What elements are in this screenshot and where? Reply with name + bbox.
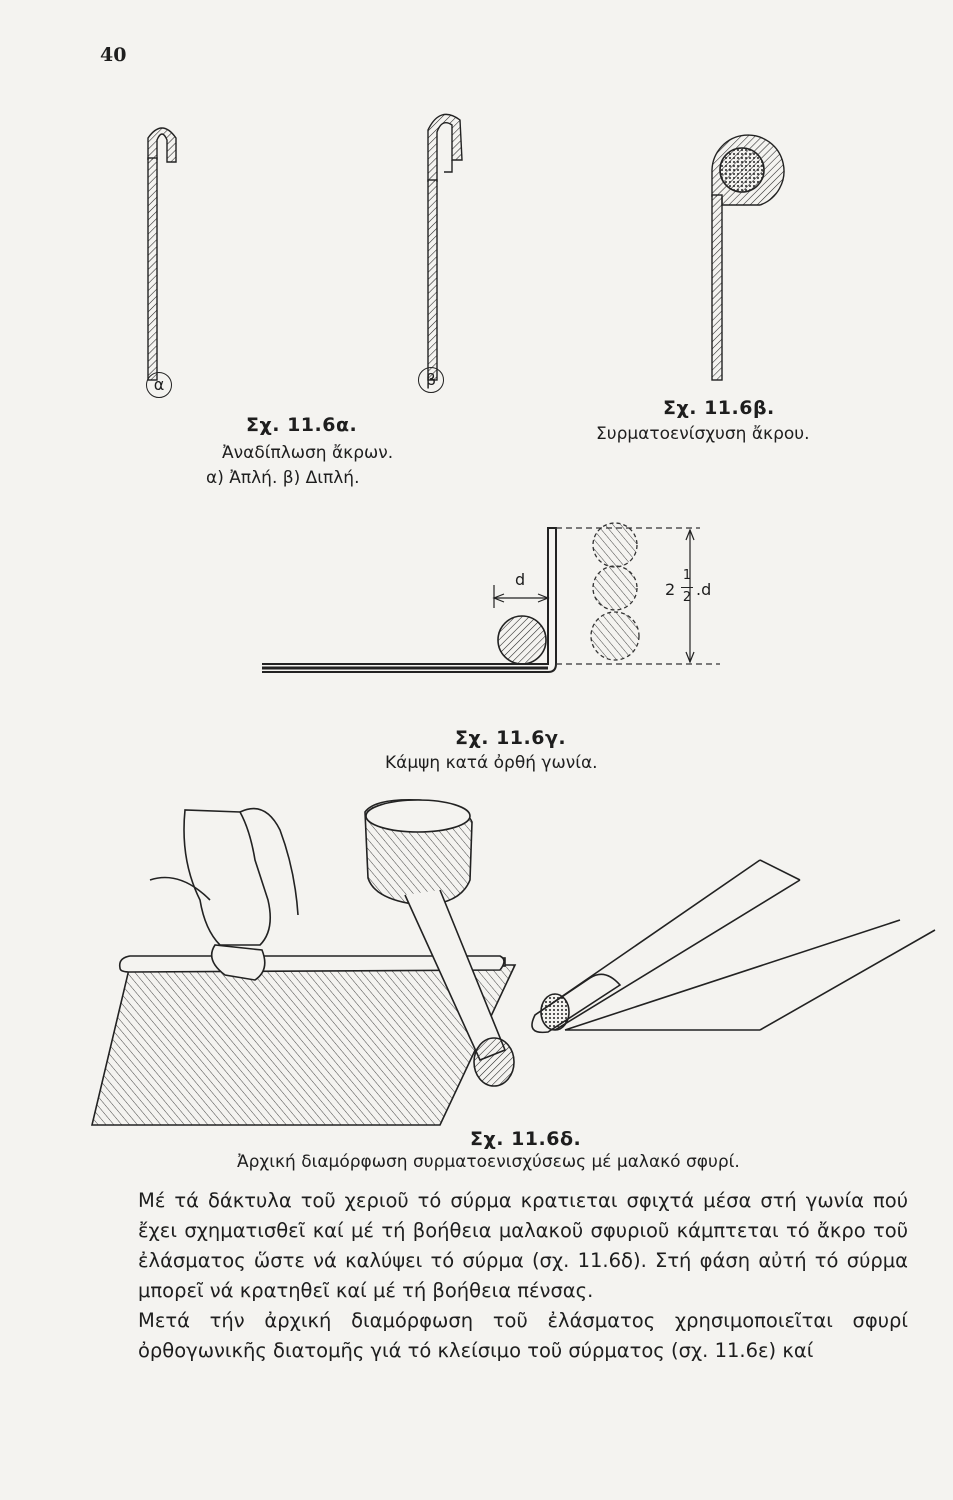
fig-a-label: α bbox=[146, 372, 172, 398]
body-paragraph-1: Μέ τά δάκτυλα τοῦ χεριοῦ τό σύρμα κρατιεται σφιχτά μέσα στή γωνία πού ἔχει σχηματισθεῖ καί μέ τή βοήθεια μαλακοῦ σφυριοῦ κάμπτεται τό ἄκρο τοῦ ἐλάσματος ὥστε νά καλύψει τό σύρμα (σχ. 11.6δ). Στή φάση αὐτή τό σύρμα μπορεῖ νά κρατηθεῖ καί μέ τή βοήθεια πένσας. bbox=[138, 1189, 908, 1302]
fig-a-subtitle: Ἀναδίπλωση ἄκρων. bbox=[222, 443, 394, 463]
fig-c-title: Σχ. 11.6γ. bbox=[455, 727, 567, 749]
fig-c-dim-d: d bbox=[515, 570, 526, 589]
fig-c-frac-num: 1 bbox=[682, 568, 692, 583]
fig-a-simple-fold bbox=[148, 128, 176, 380]
fig-d-title: Σχ. 11.6δ. bbox=[470, 1128, 582, 1150]
fig-c-dim-suffix: .d bbox=[696, 580, 712, 599]
fig-c-subtitle: Κάμψη κατά ὀρθή γωνία. bbox=[385, 753, 598, 773]
fig-c-right-angle-bend bbox=[262, 523, 720, 672]
fig-a-double-fold bbox=[428, 114, 462, 380]
fig-d-mallet-forming bbox=[92, 800, 935, 1125]
fig-b-title: Σχ. 11.6β. bbox=[663, 397, 775, 419]
body-text bbox=[138, 1186, 908, 1366]
body-paragraph-2: Μετά τήν ἀρχική διαμόρφωση τοῦ ἐλάσματος χρησιμοποιεῖται σφυρί ὀρθογωνικῆς διατομῆς γιά τό κλείσιμο τοῦ σύρματος (σχ. 11.6ε) καί bbox=[138, 1309, 908, 1362]
fig-a-title: Σχ. 11.6α. bbox=[246, 414, 358, 436]
fig-b-label: β bbox=[418, 367, 444, 393]
fig-d-subtitle: Ἀρχική διαμόρφωση συρματοενισχύσεως μέ μαλακό σφυρί. bbox=[237, 1152, 740, 1172]
fig-c-dim-prefix: 2 bbox=[665, 580, 676, 599]
fig-b-wired-edge bbox=[712, 135, 784, 380]
fig-a-detail: α) Ἀπλή. β) Διπλή. bbox=[206, 468, 360, 488]
fig-b-subtitle: Συρματοενίσχυση ἄκρου. bbox=[596, 424, 810, 444]
page-number: 40 bbox=[100, 44, 127, 66]
fig-c-frac-den: 2 bbox=[682, 590, 692, 605]
